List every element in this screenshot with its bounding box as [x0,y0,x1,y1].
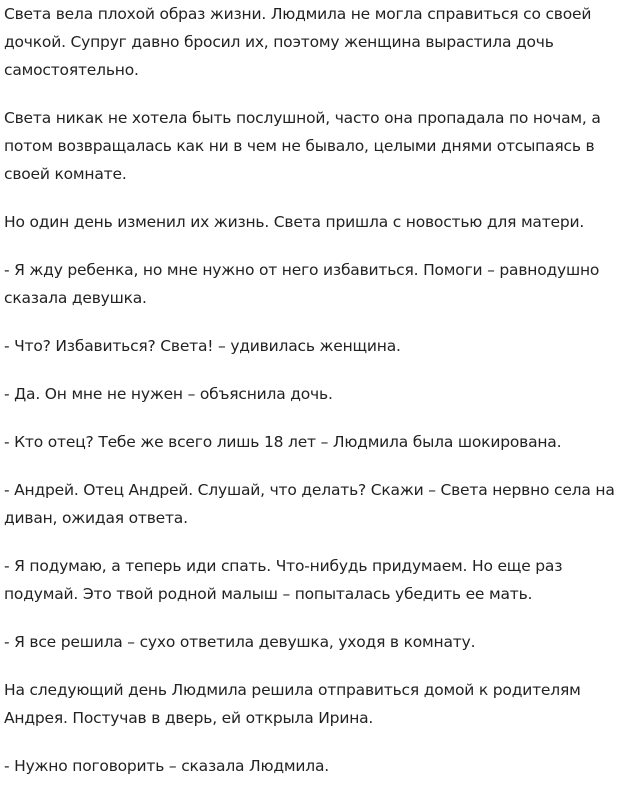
paragraph: Света никак не хотела быть послушной, часто она пропадала по ночам, а потом возвращалась как ни в чем не бывало, целыми днями отсыпаясь в своей комнате. [4,109,601,183]
dialogue-line: - Кто отец? Тебе же всего лишь 18 лет – Людмила была шокирована. [4,433,562,451]
paragraph: Но один день изменил их жизнь. Света пришла с новостью для матери. [4,213,585,231]
dialogue-line: - Я жду ребенка, но мне нужно от него избавиться. Помоги – равнодушно сказала девушка. [4,261,600,307]
dialogue-line: - Я подумаю, а теперь иди спать. Что-нибудь придумаем. Но еще раз подумай. Это твой родной малыш – попыталась убедить ее мать. [4,557,563,603]
dialogue-line: - Нужно поговорить – сказала Людмила. [4,757,329,775]
dialogue-line: - Андрей. Отец Андрей. Слушай, что делать? Скажи – Света нервно села на диван, ожидая ответа. [4,481,615,527]
paragraph: На следующий день Людмила решила отправиться домой к родителям Андрея. Постучав в дверь, ей открыла Ирина. [4,681,581,727]
dialogue-line: - Да. Он мне не нужен – объяснила дочь. [4,385,333,403]
dialogue-line: - Я все решила – сухо ответила девушка, уходя в комнату. [4,633,476,651]
dialogue-line: - Что? Избавиться? Света! – удивилась женщина. [4,337,401,355]
article-body [4,0,616,800]
paragraph: Света вела плохой образ жизни. Людмила не могла справиться со своей дочкой. Супруг давно бросил их, поэтому женщина вырастила дочь самостоятельно. [4,5,592,79]
